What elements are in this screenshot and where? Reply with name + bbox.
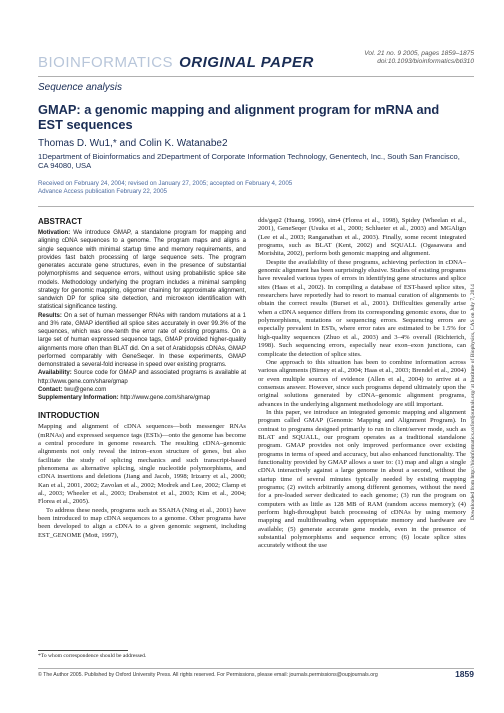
intro-paragraph-2: To address these needs, programs such as SSAHA (Ning et al., 2001) have been introduced to map cDNA sequences to a genome. Other programs have been developed to align a cDNA to a given genomic segment, including EST_GENOME (Mott, 1997), bbox=[38, 506, 246, 539]
journal-header bbox=[38, 48, 474, 74]
abstract-results: Results: On a set of human messenger RNAs with random mutations at a 1 and 3% rate, GMAP identified all splice sites accurately in over 99.3% of the sequences, which was one-tenth the error rate of existing programs. On a large set of human expressed sequence tags, GMAP provided higher-quality alignments more often than BLAT did. On a set of Arabidopsis cDNAs, GMAP performed comparably with GeneSeqer. In these experiments, GMAP demonstrated a several-fold increase in speed over existing programs. bbox=[38, 312, 246, 368]
download-watermark: Downloaded from http://bioinformatics.oxfordjournals.org/ at Institute of Biophysics, CAS on July 7, 2014 bbox=[470, 284, 476, 520]
abstract-contact: Contact: twu@gene.com bbox=[38, 386, 107, 393]
received-dates: Received on February 24, 2004; revised on January 27, 2005; accepted on February 4, 2005 bbox=[38, 180, 293, 187]
page-number: 1859 bbox=[455, 669, 474, 679]
affiliation: 1Department of Bioinformatics and 2Department of Corporate Information Technology, Genentech, Inc., South San Francisco, CA 94080, USA bbox=[38, 152, 460, 171]
introduction-body bbox=[38, 423, 246, 540]
abstract-availability: Availability: Source code for GMAP and associated programs is available at http://www.gene.com/share/gmap bbox=[38, 370, 246, 385]
right-paragraph-1: dds/gap2 (Huang, 1996), sim4 (Florea et al., 1998), Spidey (Wheelan et al., 2001), GeneSeqer (Usuka et al., 2000; Schlueter et al., 2003) and MGAlign (Lee et al., 2003; Ranganathan et al., 2003). Finally, some recent integrated programs, such as BLAT (Kent, 2002) and SQUALL (Ogasawara and Morishita, 2002), perform both genomic mapping and alignment. bbox=[258, 217, 466, 258]
journal-name: BIOINFORMATICS bbox=[38, 54, 174, 71]
paper-title: GMAP: a genomic mapping and alignment program for mRNA and EST sequences bbox=[38, 102, 440, 132]
abstract-heading: ABSTRACT bbox=[38, 217, 82, 226]
abstract-supplementary: Supplementary Information: http://www.gene.com/share/gmap bbox=[38, 395, 211, 401]
authors: Thomas D. Wu1,* and Colin K. Watanabe2 bbox=[38, 138, 228, 149]
header-rule bbox=[38, 76, 474, 77]
volume-pages: Vol. 21 no. 9 2005, pages 1859–1875 bbox=[364, 50, 474, 57]
title-rule bbox=[38, 206, 474, 207]
journal-brand bbox=[38, 54, 314, 71]
publication-dates bbox=[38, 180, 468, 196]
right-paragraph-2: Despite the availability of these programs, achieving perfection in cDNA–genomic alignment has been surprisingly elusive. Studies of existing programs have revealed various types of errors in identifying gene structures and splice sites (Haas et al., 2002). In compiling a database of EST-based splice sites, researchers have reportedly had to resort to manual curation of alignments to obtain the correct results (Burset et al., 2001). Difficulties generally arise when a cDNA sequence differs from its corresponding genomic exons, due to polymorphisms, mutations or sequencing errors. Sequencing errors are especially prevalent in ESTs, where error rates are estimated to be 1.5% for high-quality sequences (Zhuo et al., 2003) and 3–4% overall (Richterich, 1998). Such sequencing errors, especially near exon–exon junctions, can complicate the detection of splice sites. bbox=[258, 258, 466, 358]
abstract-motivation: Motivation: We introduce GMAP, a standalone program for mapping and aligning cDNA sequences to a genome. The program maps and aligns a single sequence with minimal startup time and memory requirements, and provides fast batch processing of large sequence sets. The program generates accurate gene structures, even in the presence of substantial polymorphisms and sequence errors, without using probabilistic splice site models. Methodology underlying the program includes a minimal sampling strategy for genomic mapping, oligomer chaining for approximate alignment, sandwich DP for splice site detection, and microexon identification with statistical significance testing. bbox=[38, 230, 246, 311]
right-column-body bbox=[258, 217, 466, 551]
footer-rule bbox=[38, 668, 474, 669]
left-column bbox=[38, 217, 246, 540]
right-column bbox=[258, 217, 466, 551]
article-type: ORIGINAL PAPER bbox=[179, 54, 314, 71]
doi[interactable]: doi:10.1093/bioinformatics/bti310 bbox=[377, 58, 474, 65]
advance-access: Advance Access publication February 22, 2005 bbox=[38, 188, 167, 195]
volume-info bbox=[364, 50, 474, 66]
footnote: *To whom correspondence should be addressed. bbox=[38, 650, 128, 659]
right-paragraph-3: One approach to this situation has been to combine information across various alignments (Birney et al., 2004; Haas et al., 2003; Brendel et al., 2004) or even multiple sources of evidence (Allen et al., 2004) to arrive at a consensus answer. However, since such programs depend ultimately upon the original solutions generated by cDNA–genomic alignment programs, advances in the underlying alignment methodology are still important. bbox=[258, 358, 466, 408]
intro-paragraph-1: Mapping and alignment of cDNA sequences—both messenger RNAs (mRNAs) and expressed sequence tags (ESTs)—onto the genome has become a central procedure in genome research. The resulting cDNA–genomic alignments not only reveal the intron–exon structure of genes, but also facilitate the study of splicing mechanics and such transcript-based phenomena as alternative splicing, single nucleotide polymorphisms, and cDNA insertions and deletions (Jiang and Jacob, 1998; Irizarry et al., 2000; Kan et al., 2001, 2002; Zavolan et al., 2002; Modrek and Lee, 2002; Clamp et al., 2003; Wheeler et al., 2003; Drabenstot et al., 2003; Kim et al., 2004; Florea et al., 2005). bbox=[38, 423, 246, 506]
introduction-heading: INTRODUCTION bbox=[38, 411, 100, 421]
right-paragraph-4: In this paper, we introduce an integrated genomic mapping and alignment program called GMAP (Genomic Mapping and Alignment Program). In contrast to programs designed primarily to run in client/server mode, such as BLAT and SQUALL, our program operates as a traditional standalone program. GMAP provides not only improved performance over existing programs in terms of speed and accuracy, but also enhanced functionality. The functionality provided by GMAP allows a user to: (1) map and align a single cDNA interactively against a large genome in about a second, without the startup time of several minutes typically needed by existing mapping programs; (2) switch arbitrarily among different genomes, without the need for a pre-loaded server dedicated to each genome; (3) run the program on computers with as little as 128 MB of RAM (random access memory); (4) perform high-throughput batch processing of cDNAs by using memory mapping and multithreading when appropriate memory and hardware are available; (5) generate accurate gene models, even in the presence of substantial polymorphisms and sequence errors; (6) locate splice sites accurately without the use bbox=[258, 408, 466, 550]
abstract bbox=[38, 229, 246, 402]
section-label: Sequence analysis bbox=[38, 82, 122, 93]
copyright-footer: © The Author 2005. Published by Oxford University Press. All rights reserved. For Permissions, please email: journals.permissions@oupjournals.org bbox=[38, 672, 378, 678]
